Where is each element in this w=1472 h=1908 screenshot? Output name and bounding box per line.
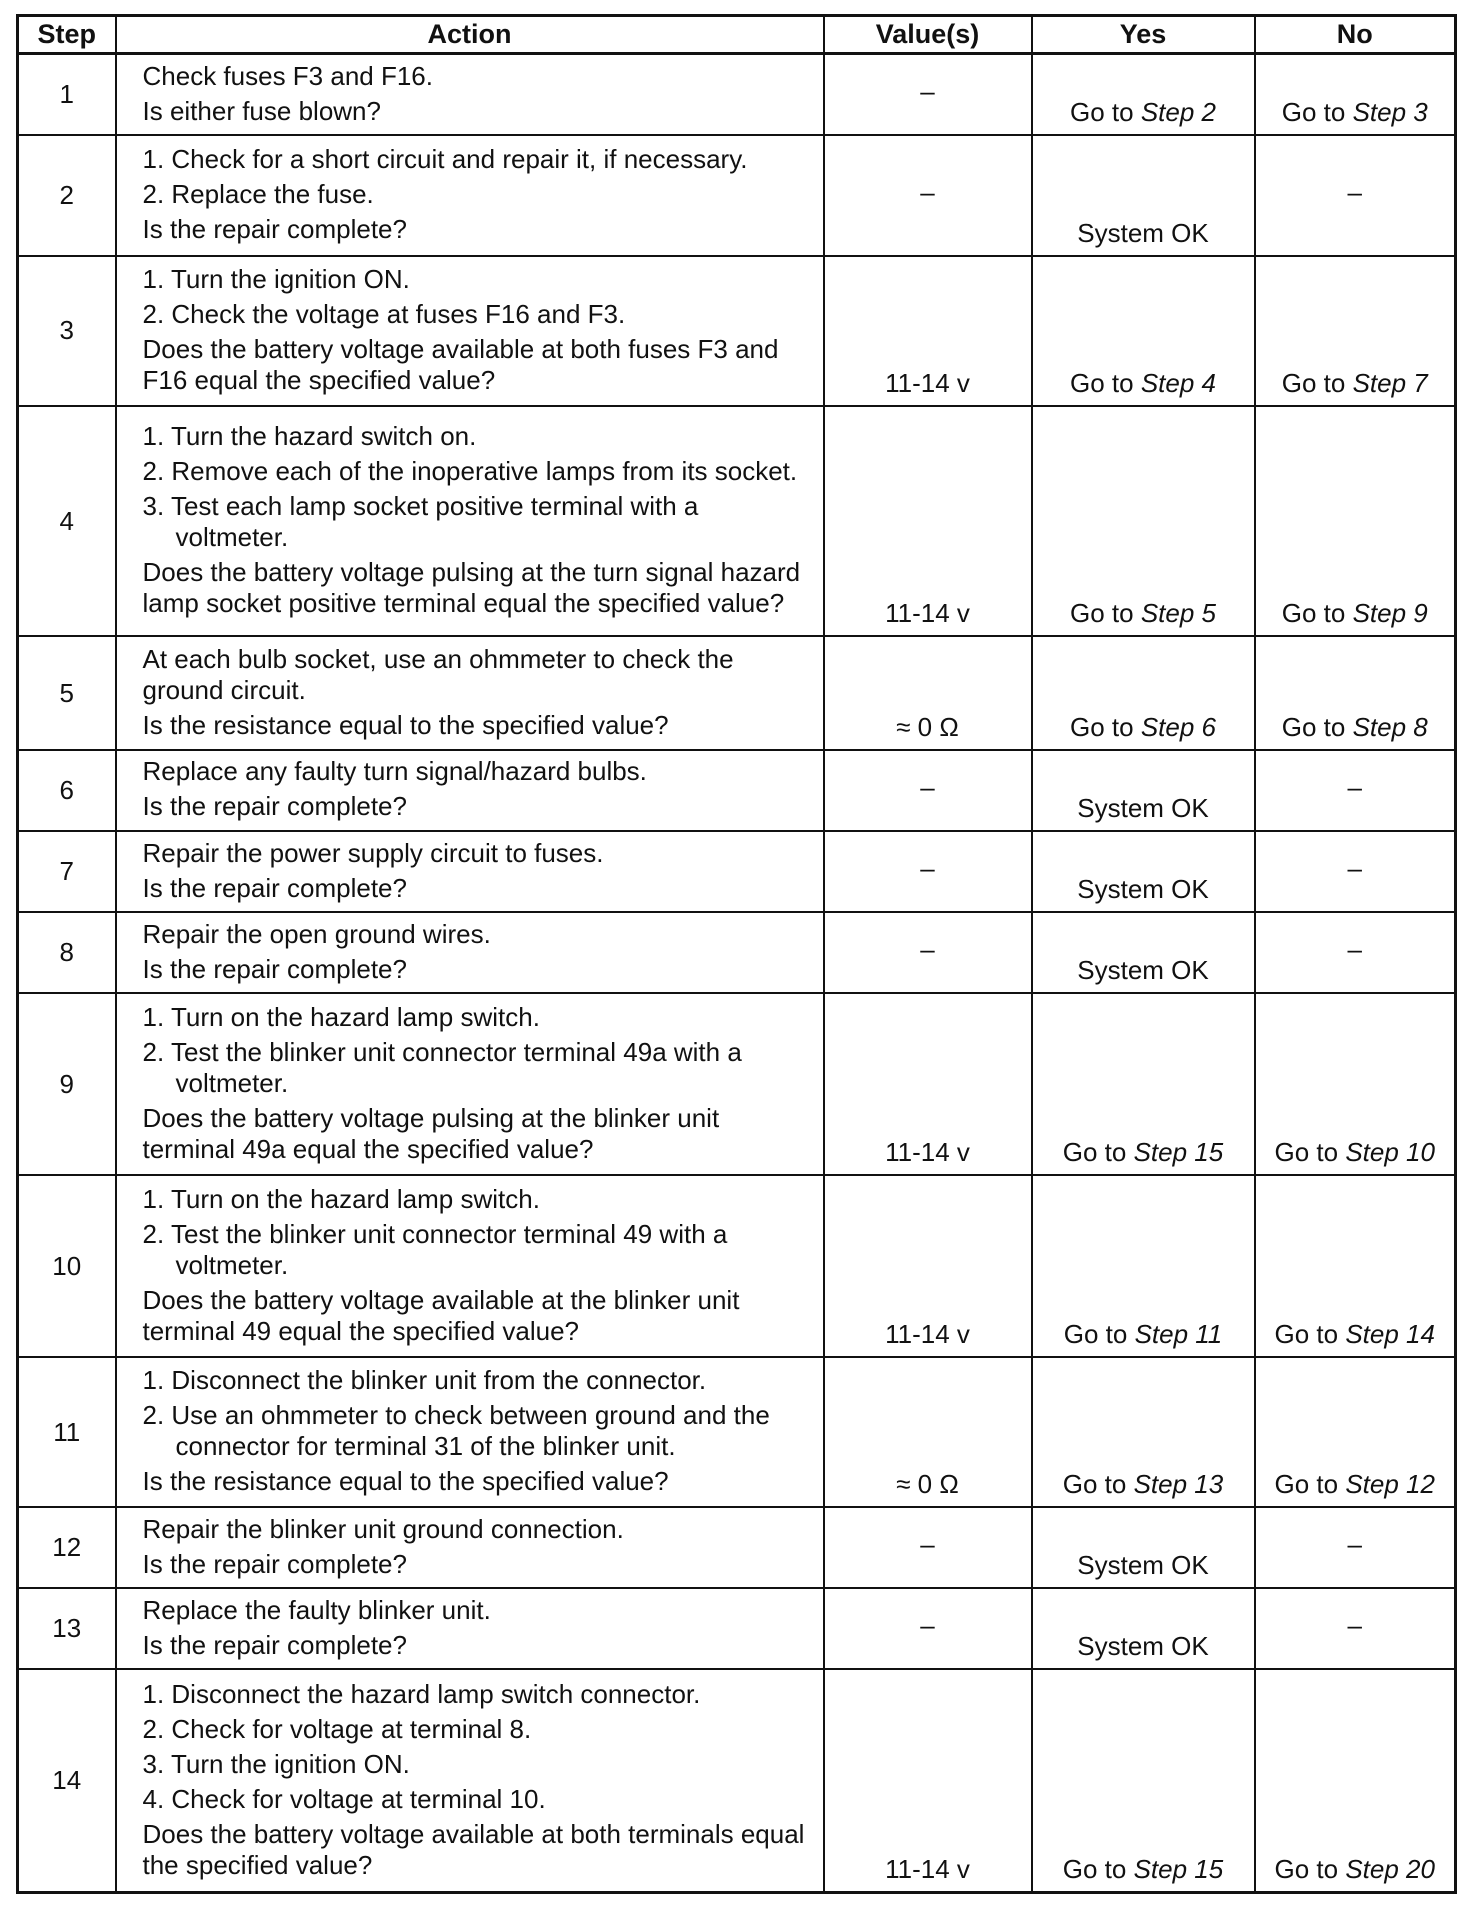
yes-goto-prefix: Go to [1062, 1854, 1127, 1884]
no-goto-step: Step 7 [1352, 367, 1428, 398]
no-cell: – [1255, 912, 1456, 993]
action-cell [116, 1357, 824, 1507]
step-number: 13 [18, 1588, 116, 1669]
action-cell [116, 1507, 824, 1588]
no-cell [1255, 993, 1456, 1175]
action-cell [116, 750, 824, 831]
diagnostic-table [16, 14, 1457, 1894]
yes-goto-step: Step 15 [1133, 1137, 1224, 1168]
no-goto-step: Step 10 [1345, 1137, 1435, 1168]
table-row [18, 993, 1456, 1175]
header-action: Action [116, 16, 824, 54]
table-row [18, 1175, 1456, 1357]
action-line: 1. Disconnect the hazard lamp switch connector. [142, 1678, 701, 1709]
value-cell: ≈ 0 Ω [824, 636, 1032, 749]
value-cell: – [824, 1588, 1032, 1669]
action-line: Repair the power supply circuit to fuses. [142, 837, 604, 868]
yes-goto-step: Step 6 [1140, 711, 1216, 742]
table-row [18, 750, 1456, 831]
table-row [18, 1507, 1456, 1588]
action-cell [116, 1588, 824, 1669]
no-goto-prefix: Go to [1274, 1137, 1339, 1168]
step-number: 11 [18, 1357, 116, 1507]
table-row [18, 831, 1456, 912]
action-line: 3. Turn the ignition ON. [142, 1748, 410, 1779]
step-number: 14 [18, 1669, 116, 1892]
action-cell [116, 912, 824, 993]
table-row [18, 256, 1456, 406]
action-line: 4. Check for voltage at terminal 10. [142, 1783, 546, 1814]
no-cell [1255, 1669, 1456, 1892]
action-cell [116, 636, 824, 749]
action-question: Does the battery voltage pulsing at the blinker unit terminal 49a equal the specified value? [142, 1102, 720, 1164]
yes-goto-prefix: Go to [1070, 598, 1134, 629]
no-goto-prefix: Go to [1274, 1319, 1339, 1350]
value-cell: – [824, 1507, 1032, 1588]
value-cell: 11-14 v [824, 1669, 1032, 1892]
table-row [18, 1669, 1456, 1892]
no-goto-prefix: Go to [1274, 1469, 1339, 1500]
action-question: Does the battery voltage pulsing at the turn signal hazard lamp socket positive terminal equal the specified value? [142, 557, 801, 619]
action-line: At each bulb socket, use an ohmmeter to check the ground circuit. [142, 643, 734, 705]
value-cell: – [824, 135, 1032, 256]
yes-cell [1032, 1669, 1255, 1892]
action-line: 2. Test the blinker unit connector terminal 49a with a voltmeter. [142, 1036, 742, 1098]
yes-goto-prefix: Go to [1062, 1469, 1127, 1500]
action-line: 2. Test the blinker unit connector terminal 49 with a voltmeter. [142, 1218, 728, 1280]
action-line: 2. Use an ohmmeter to check between ground and the connector for terminal 31 of the blinker unit. [142, 1400, 770, 1462]
action-line: Repair the blinker unit ground connection. [142, 1513, 624, 1544]
step-number: 12 [18, 1507, 116, 1588]
no-cell: – [1255, 1507, 1456, 1588]
action-question: Is the repair complete? [142, 953, 407, 984]
yes-cell: System OK [1032, 912, 1255, 993]
no-cell [1255, 636, 1456, 749]
no-goto-prefix: Go to [1281, 367, 1346, 398]
value-cell: 11-14 v [824, 993, 1032, 1175]
table-row [18, 1357, 1456, 1507]
action-cell [116, 993, 824, 1175]
step-number: 9 [18, 993, 116, 1175]
step-number: 8 [18, 912, 116, 993]
action-cell [116, 831, 824, 912]
action-line: 1. Turn the ignition ON. [142, 263, 410, 294]
yes-cell: System OK [1032, 750, 1255, 831]
action-question: Is the repair complete? [142, 1548, 407, 1579]
no-cell: – [1255, 1588, 1456, 1669]
value-cell: – [824, 912, 1032, 993]
table-row [18, 636, 1456, 749]
action-cell [116, 1669, 824, 1892]
table-row [18, 1588, 1456, 1669]
action-question: Does the battery voltage available at both terminals equal the specified value? [142, 1818, 805, 1880]
action-line: 1. Check for a short circuit and repair it, if necessary. [142, 143, 748, 174]
yes-goto-step: Step 11 [1134, 1319, 1223, 1350]
value-cell: 11-14 v [824, 1175, 1032, 1357]
yes-cell [1032, 1175, 1255, 1357]
step-number: 10 [18, 1175, 116, 1357]
header-yes: Yes [1032, 16, 1255, 54]
no-goto-step: Step 20 [1345, 1854, 1435, 1884]
table-row [18, 406, 1456, 637]
action-cell [116, 1175, 824, 1357]
yes-cell: System OK [1032, 135, 1255, 256]
no-goto-step: Step 14 [1345, 1319, 1435, 1350]
yes-goto-prefix: Go to [1062, 1137, 1127, 1168]
action-question: Is the repair complete? [142, 791, 407, 822]
action-question: Is the resistance equal to the specified value? [142, 709, 669, 740]
step-number: 4 [18, 406, 116, 637]
value-cell: 11-14 v [824, 256, 1032, 406]
step-number: 6 [18, 750, 116, 831]
action-line: 1. Turn the hazard switch on. [142, 421, 477, 452]
yes-goto-step: Step 5 [1140, 598, 1216, 629]
no-goto-prefix: Go to [1281, 97, 1346, 128]
no-goto-prefix: Go to [1281, 711, 1346, 742]
action-line: 1. Turn on the hazard lamp switch. [142, 1183, 540, 1214]
value-cell: 11-14 v [824, 406, 1032, 637]
yes-goto-step: Step 4 [1140, 367, 1216, 398]
yes-cell [1032, 993, 1255, 1175]
value-cell: – [824, 831, 1032, 912]
step-number: 1 [18, 54, 116, 136]
no-cell [1255, 1357, 1456, 1507]
action-line: 1. Disconnect the blinker unit from the connector. [142, 1365, 707, 1396]
header-no: No [1255, 16, 1456, 54]
yes-cell [1032, 54, 1255, 136]
no-cell: – [1255, 750, 1456, 831]
action-line: Repair the open ground wires. [142, 918, 491, 949]
step-number: 2 [18, 135, 116, 256]
header-step: Step [18, 16, 116, 54]
action-question: Does the battery voltage available at both fuses F3 and F16 equal the specified value? [142, 333, 779, 395]
no-cell [1255, 54, 1456, 136]
action-question: Is either fuse blown? [142, 95, 381, 126]
yes-cell [1032, 636, 1255, 749]
yes-cell: System OK [1032, 1507, 1255, 1588]
header-row [18, 16, 1456, 54]
yes-goto-step: Step 15 [1133, 1854, 1224, 1884]
no-goto-step: Step 9 [1352, 598, 1428, 629]
yes-goto-prefix: Go to [1070, 711, 1134, 742]
yes-goto-step: Step 13 [1133, 1469, 1224, 1500]
yes-cell: System OK [1032, 1588, 1255, 1669]
value-cell: – [824, 54, 1032, 136]
action-question: Is the repair complete? [142, 213, 407, 244]
no-cell: – [1255, 831, 1456, 912]
yes-goto-prefix: Go to [1070, 97, 1134, 128]
yes-cell [1032, 256, 1255, 406]
no-cell [1255, 256, 1456, 406]
yes-goto-prefix: Go to [1070, 367, 1134, 398]
step-number: 7 [18, 831, 116, 912]
no-cell [1255, 1175, 1456, 1357]
action-line: 1. Turn on the hazard lamp switch. [142, 1001, 540, 1032]
no-goto-step: Step 12 [1345, 1469, 1435, 1500]
yes-cell [1032, 406, 1255, 637]
action-cell [116, 54, 824, 136]
action-question: Is the repair complete? [142, 1629, 407, 1660]
step-number: 3 [18, 256, 116, 406]
action-question: Is the repair complete? [142, 872, 407, 903]
no-cell [1255, 406, 1456, 637]
no-goto-step: Step 8 [1352, 711, 1428, 742]
yes-goto-prefix: Go to [1063, 1319, 1128, 1350]
step-number: 5 [18, 636, 116, 749]
yes-goto-step: Step 2 [1140, 97, 1216, 128]
action-line: Replace any faulty turn signal/hazard bulbs. [142, 756, 647, 787]
action-line: Replace the faulty blinker unit. [142, 1594, 491, 1625]
no-goto-step: Step 3 [1352, 97, 1428, 128]
action-line: 2. Check for voltage at terminal 8. [142, 1713, 532, 1744]
action-line: 2. Replace the fuse. [142, 178, 374, 209]
no-goto-prefix: Go to [1281, 598, 1346, 629]
value-cell: – [824, 750, 1032, 831]
action-cell [116, 135, 824, 256]
action-question: Is the resistance equal to the specified value? [142, 1466, 669, 1497]
action-cell [116, 256, 824, 406]
action-line: 2. Check the voltage at fuses F16 and F3. [142, 298, 626, 329]
action-line: Check fuses F3 and F16. [142, 60, 433, 91]
no-cell: – [1255, 135, 1456, 256]
yes-cell [1032, 1357, 1255, 1507]
value-cell: ≈ 0 Ω [824, 1357, 1032, 1507]
action-line: 3. Test each lamp socket positive terminal with a voltmeter. [142, 491, 699, 553]
no-goto-prefix: Go to [1274, 1854, 1339, 1884]
header-value: Value(s) [824, 16, 1032, 54]
yes-cell: System OK [1032, 831, 1255, 912]
action-line: 2. Remove each of the inoperative lamps from its socket. [142, 456, 798, 487]
table-row [18, 135, 1456, 256]
action-question: Does the battery voltage available at the blinker unit terminal 49 equal the specified value? [142, 1284, 740, 1346]
action-cell [116, 406, 824, 637]
table-row [18, 54, 1456, 136]
table-row [18, 912, 1456, 993]
